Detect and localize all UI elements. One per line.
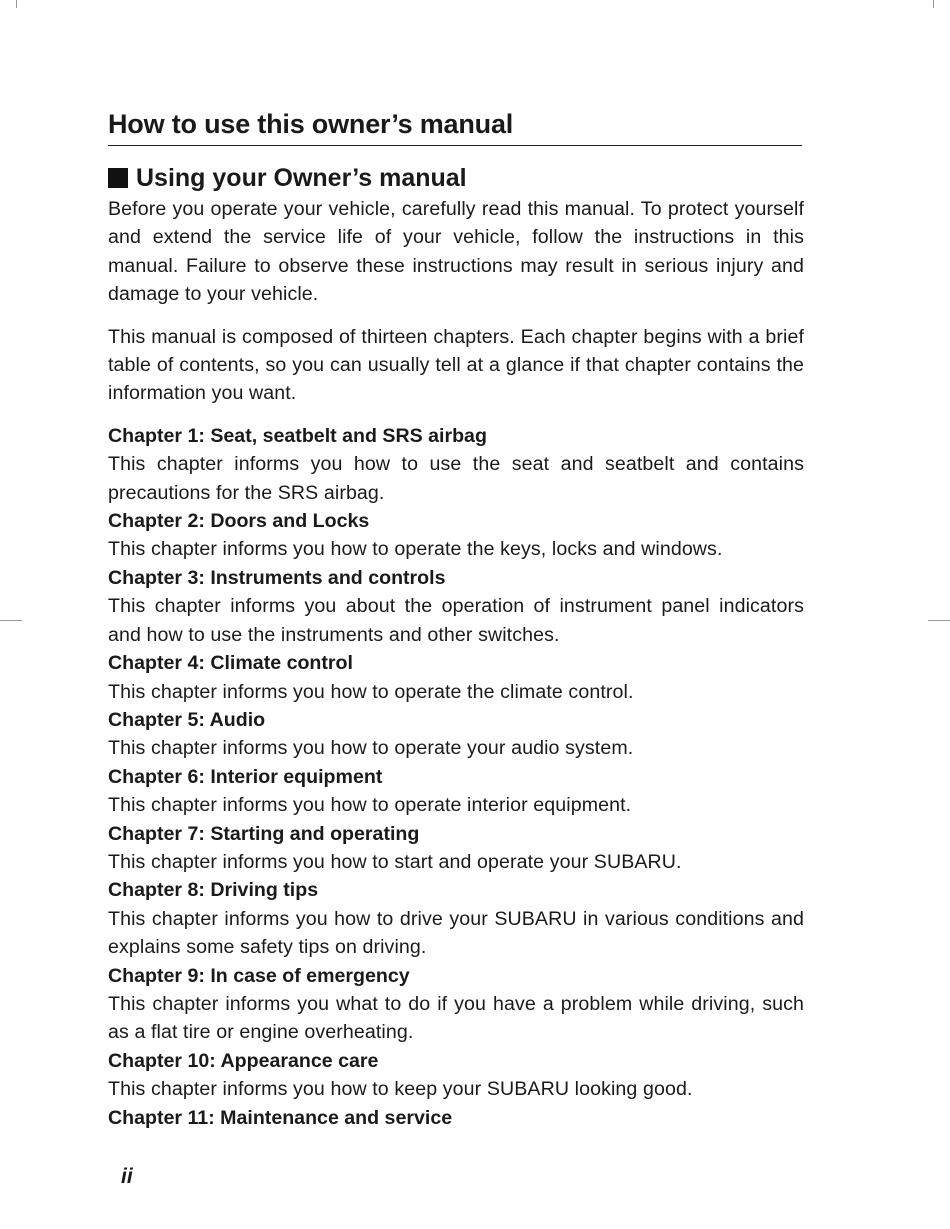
intro-paragraph-1: Before you operate your vehicle, carefully read this manual. To protect yourself and extend the service life of your vehicle, follow the instructions in this manual. Failure to observe these instructions may result in serious injury and damage to your vehicle. [108, 198, 804, 306]
chapter-list [108, 422, 804, 1132]
chapter-item [108, 422, 804, 507]
chapter-description: This chapter informs you how to use the seat and seatbelt and contains precautions for the SRS airbag. [108, 453, 804, 504]
chapter-title: Chapter 7: Starting and operating [108, 822, 420, 845]
section-heading [108, 163, 804, 193]
chapter-title: Chapter 6: Interior equipment [108, 765, 383, 788]
page-content [108, 108, 804, 1132]
page-title: How to use this owner’s manual [108, 108, 802, 146]
chapter-item [108, 820, 804, 877]
chapter-description: This chapter informs you about the operation of instrument panel indicators and how to use the instruments and other switches. [108, 595, 804, 646]
chapter-title: Chapter 11: Maintenance and service [108, 1106, 453, 1129]
crop-mark-middle-right [928, 620, 950, 621]
chapter-description: This chapter informs you how to start and operate your SUBARU. [108, 850, 682, 873]
intro-paragraph-2: This manual is composed of thirteen chapters. Each chapter begins with a brief table of contents, so you can usually tell at a glance if that chapter contains the information you want. [108, 325, 804, 405]
chapter-item [108, 962, 804, 1047]
chapter-item [108, 507, 804, 564]
section-heading-text: Using your Owner’s manual [136, 164, 467, 192]
chapter-description: This chapter informs you how to drive your SUBARU in various conditions and explains some safety tips on driving. [108, 907, 804, 959]
chapter-item [108, 706, 804, 763]
chapter-description: This chapter informs you how to operate the keys, locks and windows. [108, 538, 723, 561]
chapter-title: Chapter 8: Driving tips [108, 879, 319, 902]
crop-mark-top-right [933, 0, 934, 8]
chapter-title: Chapter 2: Doors and Locks [108, 510, 370, 533]
page-number: ii [121, 1165, 133, 1188]
chapter-description: This chapter informs you how to operate your audio system. [108, 737, 634, 760]
chapter-item [108, 1104, 804, 1132]
chapter-title: Chapter 5: Audio [108, 708, 266, 731]
chapter-title: Chapter 9: In case of emergency [108, 964, 410, 987]
chapter-description: This chapter informs you how to operate interior equipment. [108, 794, 632, 817]
chapter-description: This chapter informs you how to keep your SUBARU looking good. [108, 1078, 693, 1101]
chapter-description: This chapter informs you how to operate the climate control. [108, 680, 634, 703]
crop-mark-middle-left [0, 620, 22, 621]
chapter-item [108, 876, 804, 961]
square-icon [108, 168, 128, 188]
chapter-title: Chapter 4: Climate control [108, 652, 353, 675]
chapter-title: Chapter 3: Instruments and controls [108, 566, 446, 589]
crop-mark-top-left [16, 0, 17, 8]
chapter-item [108, 649, 804, 706]
chapter-title: Chapter 1: Seat, seatbelt and SRS airbag [108, 424, 487, 447]
chapter-item [108, 763, 804, 820]
chapter-description: This chapter informs you what to do if you have a problem while driving, such as a flat tire or engine overheating. [108, 992, 804, 1044]
chapter-title: Chapter 10: Appearance care [108, 1049, 379, 1072]
chapter-item [108, 1047, 804, 1104]
chapter-item [108, 564, 804, 649]
